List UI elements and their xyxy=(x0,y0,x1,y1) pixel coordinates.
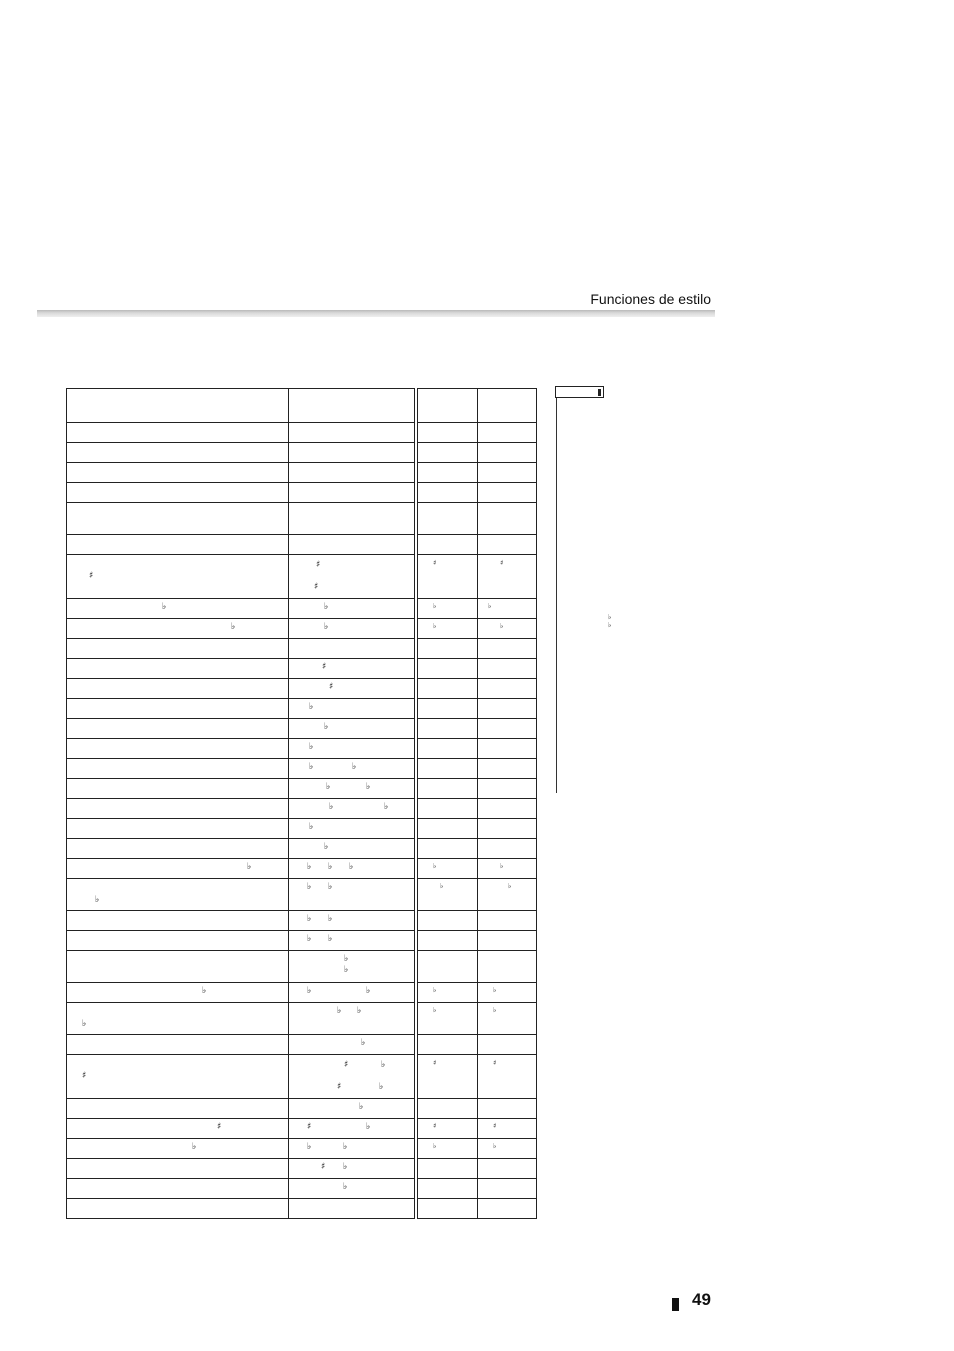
chord-row xyxy=(67,911,537,931)
abbr-cell-1 xyxy=(418,1159,478,1179)
chord-row xyxy=(67,839,537,859)
abbr-cell-2 xyxy=(478,423,537,443)
chord-row xyxy=(67,699,537,719)
flat-symbol: ♭ xyxy=(493,1142,497,1150)
notes-cell xyxy=(289,443,415,463)
abbr-cell-2 xyxy=(478,759,537,779)
notes-cell xyxy=(289,1055,415,1099)
abbr-cell-1 xyxy=(418,799,478,819)
notes-cell xyxy=(289,739,415,759)
abbr-cell-1 xyxy=(418,1139,478,1159)
chord-row xyxy=(67,1119,537,1139)
flat-symbol: ♭ xyxy=(307,882,312,892)
sharp-symbol: ♯ xyxy=(329,682,334,692)
notes-cell xyxy=(289,599,415,619)
abbr-cell-2 xyxy=(478,389,537,423)
chord-row xyxy=(67,679,537,699)
sharp-symbol: ♯ xyxy=(433,559,437,567)
flat-symbol: ♭ xyxy=(366,1122,371,1132)
abbr-cell-1 xyxy=(418,699,478,719)
note-flat-glyphs: ♭ ♭ xyxy=(608,613,612,629)
flat-symbol: ♭ xyxy=(328,882,333,892)
flat-symbol: ♭ xyxy=(379,1082,384,1092)
abbr-cell-1 xyxy=(418,931,478,951)
abbr-cell-2 xyxy=(478,619,537,639)
abbr-cell-2 xyxy=(478,503,537,535)
abbr-cell-2 xyxy=(478,659,537,679)
chord-name-cell xyxy=(67,911,289,931)
abbr-cell-1 xyxy=(418,1099,478,1119)
chord-type-table xyxy=(66,388,537,1219)
sharp-symbol: ♯ xyxy=(337,1082,342,1092)
chord-name-cell xyxy=(67,535,289,555)
notes-cell xyxy=(289,1099,415,1119)
abbr-cell-2 xyxy=(478,1003,537,1035)
flat-symbol: ♭ xyxy=(162,602,167,612)
notes-cell xyxy=(289,639,415,659)
flat-symbol: ♭ xyxy=(202,986,207,996)
notes-cell xyxy=(289,1159,415,1179)
abbr-cell-2 xyxy=(478,739,537,759)
sharp-symbol: ♯ xyxy=(433,1059,437,1067)
flat-symbol: ♭ xyxy=(307,986,312,996)
flat-symbol: ♭ xyxy=(366,986,371,996)
flat-symbol: ♭ xyxy=(328,914,333,924)
abbr-cell-1 xyxy=(418,423,478,443)
flat-symbol: ♭ xyxy=(328,862,333,872)
notes-cell xyxy=(289,679,415,699)
chord-name-cell xyxy=(67,1099,289,1119)
chord-row xyxy=(67,639,537,659)
notes-cell xyxy=(289,1003,415,1035)
notes-cell xyxy=(289,879,415,911)
chord-row xyxy=(67,759,537,779)
flat-symbol: ♭ xyxy=(357,1006,362,1016)
flat-symbol: ♭ xyxy=(309,762,314,772)
flat-symbol: ♭ xyxy=(344,965,349,975)
notes-cell xyxy=(289,555,415,599)
chord-name-cell xyxy=(67,1119,289,1139)
flat-symbol: ♭ xyxy=(500,862,504,870)
abbr-cell-1 xyxy=(418,759,478,779)
flat-symbol: ♭ xyxy=(488,602,492,610)
abbr-cell-1 xyxy=(418,779,478,799)
abbr-cell-1 xyxy=(418,679,478,699)
notes-cell xyxy=(289,779,415,799)
chord-name-cell xyxy=(67,719,289,739)
flat-symbol: ♭ xyxy=(366,782,371,792)
notes-cell xyxy=(289,759,415,779)
chord-row xyxy=(67,555,537,599)
page-marker xyxy=(672,1298,679,1311)
chord-name-cell xyxy=(67,799,289,819)
chord-name-cell xyxy=(67,1003,289,1035)
abbr-cell-1 xyxy=(418,839,478,859)
notes-cell xyxy=(289,1119,415,1139)
chord-row xyxy=(67,389,537,423)
flat-symbol: ♭ xyxy=(359,1102,364,1112)
flat-symbol: ♭ xyxy=(324,722,329,732)
abbr-cell-2 xyxy=(478,679,537,699)
chord-name-cell xyxy=(67,679,289,699)
chord-name-cell xyxy=(67,699,289,719)
notes-cell xyxy=(289,1179,415,1199)
abbr-cell-1 xyxy=(418,659,478,679)
chord-name-cell xyxy=(67,639,289,659)
chord-name-cell xyxy=(67,839,289,859)
chord-row xyxy=(67,483,537,503)
abbr-cell-2 xyxy=(478,443,537,463)
notes-cell xyxy=(289,931,415,951)
flat-symbol: ♭ xyxy=(326,782,331,792)
flat-symbol: ♭ xyxy=(343,1182,348,1192)
chord-name-cell xyxy=(67,1179,289,1199)
abbr-cell-2 xyxy=(478,699,537,719)
flat-symbol: ♭ xyxy=(82,1019,87,1029)
abbr-cell-1 xyxy=(418,1003,478,1035)
abbr-cell-1 xyxy=(418,1055,478,1099)
sharp-symbol: ♯ xyxy=(314,582,319,592)
abbr-cell-2 xyxy=(478,839,537,859)
flat-symbol: ♭ xyxy=(349,862,354,872)
notes-cell xyxy=(289,951,415,983)
flat-symbol: ♭ xyxy=(344,954,349,964)
abbr-cell-1 xyxy=(418,389,478,423)
abbr-cell-2 xyxy=(478,859,537,879)
flat-symbol: ♭ xyxy=(307,1142,312,1152)
chord-row xyxy=(67,819,537,839)
abbr-cell-1 xyxy=(418,951,478,983)
chord-row xyxy=(67,859,537,879)
abbr-cell-2 xyxy=(478,1139,537,1159)
chord-name-cell xyxy=(67,443,289,463)
flat-symbol: ♭ xyxy=(231,622,236,632)
flat-symbol: ♭ xyxy=(324,602,329,612)
abbr-cell-2 xyxy=(478,1035,537,1055)
flat-symbol: ♭ xyxy=(343,1162,348,1172)
flat-symbol: ♭ xyxy=(433,986,437,994)
flat-symbol: ♭ xyxy=(309,742,314,752)
notes-cell xyxy=(289,463,415,483)
chord-row xyxy=(67,659,537,679)
sharp-symbol: ♯ xyxy=(433,1122,437,1130)
note-box xyxy=(555,386,612,796)
flat-symbol: ♭ xyxy=(433,1006,437,1014)
header-rule xyxy=(37,310,715,317)
chord-row xyxy=(67,879,537,911)
chord-name-cell xyxy=(67,423,289,443)
abbr-cell-2 xyxy=(478,1119,537,1139)
abbr-cell-1 xyxy=(418,719,478,739)
notes-cell xyxy=(289,859,415,879)
abbr-cell-2 xyxy=(478,911,537,931)
abbr-cell-2 xyxy=(478,639,537,659)
abbr-cell-1 xyxy=(418,879,478,911)
flat-symbol: ♭ xyxy=(440,882,444,890)
flat-symbol: ♭ xyxy=(95,895,100,905)
abbr-cell-2 xyxy=(478,483,537,503)
abbr-cell-2 xyxy=(478,1159,537,1179)
notes-cell xyxy=(289,911,415,931)
abbr-cell-1 xyxy=(418,535,478,555)
abbr-cell-1 xyxy=(418,911,478,931)
chord-row xyxy=(67,1099,537,1119)
sharp-symbol: ♯ xyxy=(217,1122,222,1132)
chord-name-cell xyxy=(67,555,289,599)
flat-symbol: ♭ xyxy=(352,762,357,772)
abbr-cell-2 xyxy=(478,463,537,483)
abbr-cell-2 xyxy=(478,819,537,839)
abbr-cell-1 xyxy=(418,983,478,1003)
abbr-cell-2 xyxy=(478,799,537,819)
abbr-cell-1 xyxy=(418,1199,478,1219)
abbr-cell-2 xyxy=(478,535,537,555)
chord-name-cell xyxy=(67,1199,289,1219)
chord-name-cell xyxy=(67,599,289,619)
flat-symbol: ♭ xyxy=(324,622,329,632)
chord-name-cell xyxy=(67,389,289,423)
chord-name-cell xyxy=(67,983,289,1003)
chord-row xyxy=(67,719,537,739)
chord-name-cell xyxy=(67,779,289,799)
chord-row xyxy=(67,739,537,759)
flat-symbol: ♭ xyxy=(309,822,314,832)
abbr-cell-2 xyxy=(478,1199,537,1219)
sharp-symbol: ♯ xyxy=(82,1071,87,1081)
flat-symbol: ♭ xyxy=(500,622,504,630)
chord-row xyxy=(67,423,537,443)
flat-symbol: ♭ xyxy=(433,862,437,870)
flat-symbol: ♭ xyxy=(508,882,512,890)
note-bar xyxy=(556,398,557,793)
chord-row xyxy=(67,1035,537,1055)
abbr-cell-1 xyxy=(418,599,478,619)
abbr-cell-1 xyxy=(418,639,478,659)
chord-row xyxy=(67,931,537,951)
notes-cell xyxy=(289,699,415,719)
chord-name-cell xyxy=(67,1139,289,1159)
chord-row xyxy=(67,951,537,983)
flat-symbol: ♭ xyxy=(361,1038,366,1048)
abbr-cell-2 xyxy=(478,951,537,983)
abbr-cell-1 xyxy=(418,1179,478,1199)
abbr-cell-2 xyxy=(478,1179,537,1199)
flat-symbol: ♭ xyxy=(493,1006,497,1014)
sharp-symbol: ♯ xyxy=(493,1122,497,1130)
sharp-symbol: ♯ xyxy=(89,571,94,581)
flat-symbol: ♭ xyxy=(329,802,334,812)
chord-name-cell xyxy=(67,819,289,839)
abbr-cell-2 xyxy=(478,1055,537,1099)
chord-name-cell xyxy=(67,1035,289,1055)
chord-row xyxy=(67,1139,537,1159)
abbr-cell-2 xyxy=(478,599,537,619)
notes-cell xyxy=(289,483,415,503)
abbr-cell-1 xyxy=(418,443,478,463)
chord-name-cell xyxy=(67,931,289,951)
flat-symbol: ♭ xyxy=(433,1142,437,1150)
chord-row xyxy=(67,1199,537,1219)
notes-cell xyxy=(289,535,415,555)
chord-name-cell xyxy=(67,659,289,679)
flat-symbol: ♭ xyxy=(337,1006,342,1016)
flat-symbol: ♭ xyxy=(381,1060,386,1070)
abbr-cell-2 xyxy=(478,1099,537,1119)
chord-name-cell xyxy=(67,879,289,911)
chord-name-cell xyxy=(67,483,289,503)
abbr-cell-1 xyxy=(418,859,478,879)
flat-symbol: ♭ xyxy=(433,602,437,610)
chord-name-cell xyxy=(67,619,289,639)
notes-cell xyxy=(289,819,415,839)
flat-symbol: ♭ xyxy=(192,1142,197,1152)
sharp-symbol: ♯ xyxy=(321,1162,326,1172)
chord-name-cell xyxy=(67,1055,289,1099)
chord-name-cell xyxy=(67,859,289,879)
abbr-cell-1 xyxy=(418,503,478,535)
notes-cell xyxy=(289,659,415,679)
abbr-cell-1 xyxy=(418,739,478,759)
chord-row xyxy=(67,1159,537,1179)
notes-cell xyxy=(289,619,415,639)
abbr-cell-1 xyxy=(418,463,478,483)
abbr-cell-1 xyxy=(418,619,478,639)
notes-cell xyxy=(289,983,415,1003)
section-header-label: Funciones de estilo xyxy=(590,291,711,307)
flat-symbol: ♭ xyxy=(384,802,389,812)
sharp-symbol: ♯ xyxy=(500,559,504,567)
notes-cell xyxy=(289,1139,415,1159)
chord-row xyxy=(67,779,537,799)
chord-row xyxy=(67,799,537,819)
chord-name-cell xyxy=(67,463,289,483)
notes-cell xyxy=(289,719,415,739)
chord-name-cell xyxy=(67,1159,289,1179)
chord-row xyxy=(67,463,537,483)
sharp-symbol: ♯ xyxy=(493,1059,497,1067)
note-icon xyxy=(555,386,604,398)
flat-symbol: ♭ xyxy=(324,842,329,852)
chord-name-cell xyxy=(67,951,289,983)
abbr-cell-1 xyxy=(418,555,478,599)
chord-name-cell xyxy=(67,739,289,759)
abbr-cell-2 xyxy=(478,555,537,599)
abbr-cell-2 xyxy=(478,879,537,911)
sharp-symbol: ♯ xyxy=(344,1060,349,1070)
chord-row xyxy=(67,1055,537,1099)
abbr-cell-2 xyxy=(478,931,537,951)
chord-row xyxy=(67,443,537,463)
notes-cell xyxy=(289,1035,415,1055)
chord-row xyxy=(67,503,537,535)
notes-cell xyxy=(289,799,415,819)
abbr-cell-1 xyxy=(418,483,478,503)
chord-row xyxy=(67,983,537,1003)
flat-symbol: ♭ xyxy=(493,986,497,994)
sharp-symbol: ♯ xyxy=(322,662,327,672)
chord-row xyxy=(67,535,537,555)
page-number: 49 xyxy=(692,1290,711,1309)
chord-row xyxy=(67,599,537,619)
notes-cell xyxy=(289,389,415,423)
notes-cell xyxy=(289,839,415,859)
abbr-cell-2 xyxy=(478,983,537,1003)
flat-symbol: ♭ xyxy=(433,622,437,630)
flat-symbol: ♭ xyxy=(307,862,312,872)
flat-symbol: ♭ xyxy=(307,914,312,924)
abbr-cell-1 xyxy=(418,819,478,839)
flat-symbol: ♭ xyxy=(309,702,314,712)
flat-symbol: ♭ xyxy=(343,1142,348,1152)
sharp-symbol: ♯ xyxy=(316,560,321,570)
abbr-cell-1 xyxy=(418,1035,478,1055)
sharp-symbol: ♯ xyxy=(307,1122,312,1132)
flat-symbol: ♭ xyxy=(328,934,333,944)
notes-cell xyxy=(289,1199,415,1219)
flat-symbol: ♭ xyxy=(247,862,252,872)
notes-cell xyxy=(289,423,415,443)
chord-name-cell xyxy=(67,759,289,779)
chord-row xyxy=(67,1179,537,1199)
chord-row xyxy=(67,619,537,639)
chord-row xyxy=(67,1003,537,1035)
chord-name-cell xyxy=(67,503,289,535)
abbr-cell-2 xyxy=(478,779,537,799)
abbr-cell-1 xyxy=(418,1119,478,1139)
notes-cell xyxy=(289,503,415,535)
abbr-cell-2 xyxy=(478,719,537,739)
flat-symbol: ♭ xyxy=(307,934,312,944)
